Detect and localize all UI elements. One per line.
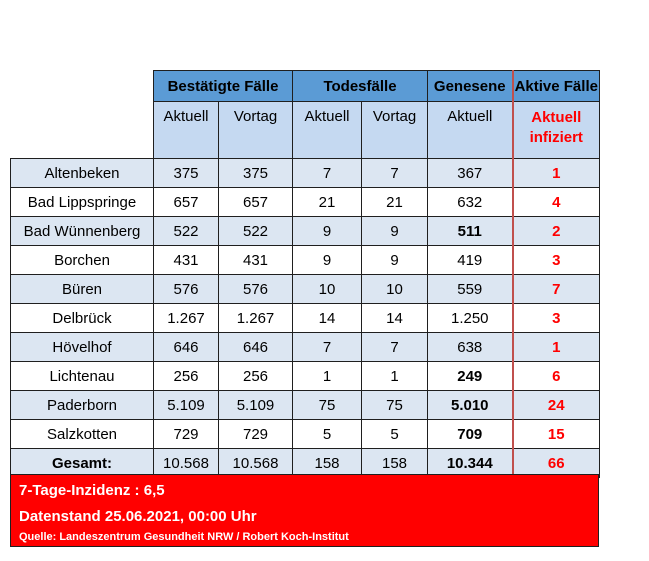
cell-deaths-previous: 10 [362,275,428,304]
cell-confirmed-current: 431 [154,246,219,275]
cell-recovered: 511 [428,217,513,246]
corner-blank [11,71,154,102]
cell-name: Delbrück [11,304,154,333]
cell-name: Büren [11,275,154,304]
table-row [11,333,600,362]
cell-confirmed-previous: 1.267 [219,304,293,333]
header-deaths: Todesfälle [293,71,428,102]
cell-confirmed-current: 256 [154,362,219,391]
cell-confirmed-previous: 522 [219,217,293,246]
cell-confirmed-current: 5.109 [154,391,219,420]
cell-active: 2 [513,217,600,246]
cell-recovered: 249 [428,362,513,391]
cell-deaths-current: 21 [293,188,362,217]
cell-deaths-current: 158 [293,449,362,478]
subheader-deaths-previous: Vortag [362,102,428,159]
incidence-text: 7-Tage-Inzidenz : 6,5 [19,482,165,499]
cell-confirmed-current: 1.267 [154,304,219,333]
table-row [11,217,600,246]
subheader-active-current: Aktuell infiziert [513,102,600,159]
cell-recovered: 709 [428,420,513,449]
subheader-confirmed-current: Aktuell [154,102,219,159]
cell-confirmed-previous: 729 [219,420,293,449]
cell-name: Borchen [11,246,154,275]
covid-stats-table [10,70,600,478]
cell-recovered: 10.344 [428,449,513,478]
table-row [11,304,600,333]
cell-active: 6 [513,362,600,391]
cell-deaths-previous: 1 [362,362,428,391]
cell-confirmed-current: 576 [154,275,219,304]
cell-deaths-current: 7 [293,333,362,362]
cell-active: 4 [513,188,600,217]
source-text: Quelle: Landeszentrum Gesundheit NRW / Robert Koch-Institut [19,531,349,543]
cell-deaths-previous: 7 [362,333,428,362]
cell-recovered: 1.250 [428,304,513,333]
table-row [11,159,600,188]
cell-deaths-previous: 14 [362,304,428,333]
cell-deaths-current: 7 [293,159,362,188]
table-row [11,362,600,391]
cell-confirmed-current: 646 [154,333,219,362]
cell-confirmed-current: 375 [154,159,219,188]
cell-active: 3 [513,246,600,275]
cell-confirmed-current: 657 [154,188,219,217]
cell-deaths-current: 1 [293,362,362,391]
cell-deaths-previous: 5 [362,420,428,449]
cell-name: Lichtenau [11,362,154,391]
table-row [11,391,600,420]
cell-recovered: 419 [428,246,513,275]
cell-deaths-current: 9 [293,246,362,275]
data-date-text: Datenstand 25.06.2021, 00:00 Uhr [19,508,257,525]
cell-confirmed-previous: 576 [219,275,293,304]
header-recovered: Genesene [428,71,513,102]
subheader-deaths-current: Aktuell [293,102,362,159]
cell-confirmed-previous: 5.109 [219,391,293,420]
cell-deaths-previous: 75 [362,391,428,420]
cell-confirmed-previous: 256 [219,362,293,391]
cell-deaths-previous: 158 [362,449,428,478]
subheader-confirmed-previous: Vortag [219,102,293,159]
cell-recovered: 367 [428,159,513,188]
cell-name: Gesamt: [11,449,154,478]
cell-name: Salzkotten [11,420,154,449]
cell-confirmed-current: 10.568 [154,449,219,478]
cell-recovered: 5.010 [428,391,513,420]
cell-active: 24 [513,391,600,420]
cell-deaths-current: 14 [293,304,362,333]
cell-active: 3 [513,304,600,333]
cell-name: Bad Lippspringe [11,188,154,217]
cell-confirmed-previous: 657 [219,188,293,217]
cell-recovered: 638 [428,333,513,362]
cell-deaths-previous: 9 [362,217,428,246]
cell-recovered: 559 [428,275,513,304]
cell-deaths-current: 5 [293,420,362,449]
cell-name: Paderborn [11,391,154,420]
cell-active: 66 [513,449,600,478]
cell-confirmed-current: 522 [154,217,219,246]
cell-deaths-previous: 9 [362,246,428,275]
cell-deaths-current: 10 [293,275,362,304]
cell-active: 1 [513,159,600,188]
cell-confirmed-previous: 431 [219,246,293,275]
corner-blank-2 [11,102,154,159]
cell-deaths-previous: 7 [362,159,428,188]
cell-deaths-current: 75 [293,391,362,420]
cell-name: Altenbeken [11,159,154,188]
header-active: Aktive Fälle [513,71,600,102]
cell-name: Bad Wünnenberg [11,217,154,246]
header-confirmed: Bestätigte Fälle [154,71,293,102]
table-row [11,420,600,449]
cell-active: 15 [513,420,600,449]
info-footer [10,474,599,547]
cell-name: Hövelhof [11,333,154,362]
table-row [11,188,600,217]
subheader-recovered-current: Aktuell [428,102,513,159]
cell-confirmed-previous: 375 [219,159,293,188]
cell-recovered: 632 [428,188,513,217]
cell-confirmed-current: 729 [154,420,219,449]
cell-confirmed-previous: 10.568 [219,449,293,478]
cell-confirmed-previous: 646 [219,333,293,362]
cell-deaths-previous: 21 [362,188,428,217]
table-row [11,246,600,275]
cell-deaths-current: 9 [293,217,362,246]
cell-active: 7 [513,275,600,304]
cell-active: 1 [513,333,600,362]
table-row [11,275,600,304]
